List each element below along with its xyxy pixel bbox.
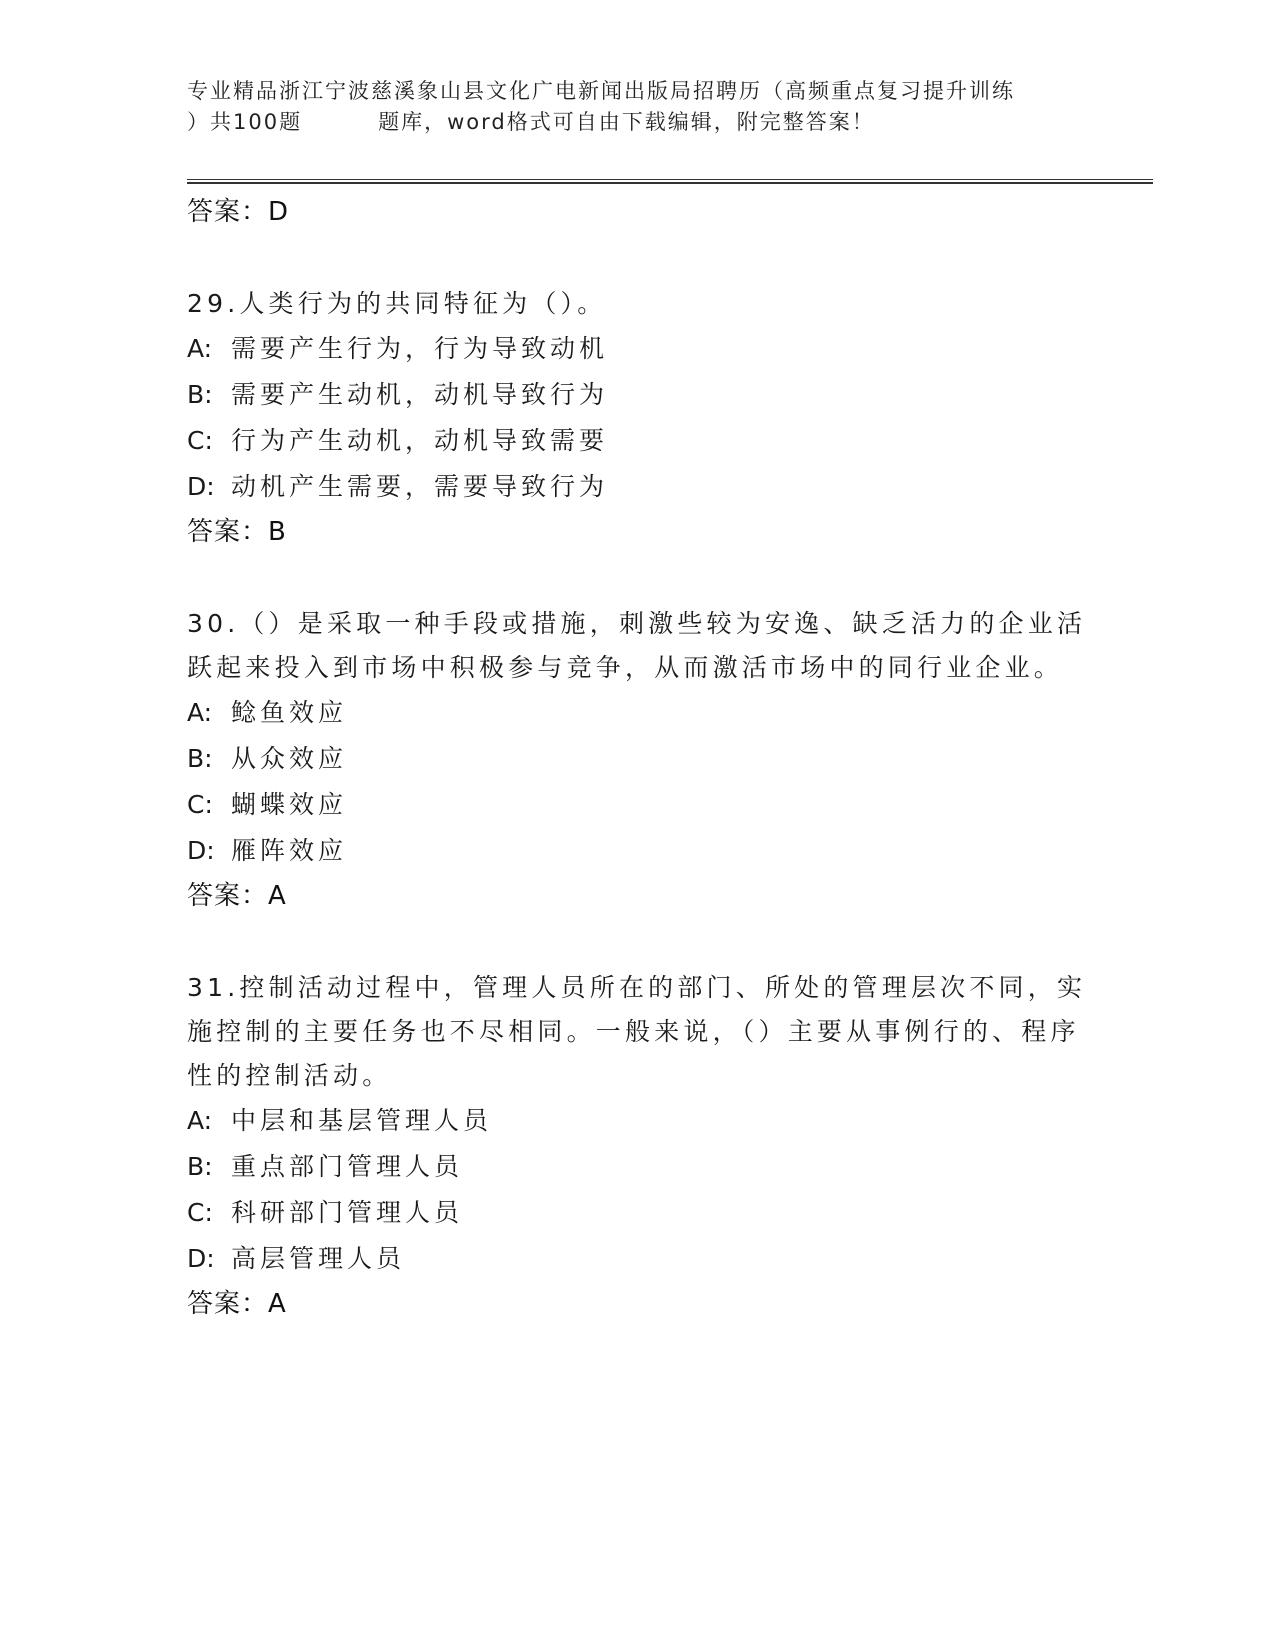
option-text: 蝴蝶效应: [231, 790, 348, 819]
option-key: B:: [187, 1152, 213, 1181]
question-answer: 答案：A: [187, 881, 287, 911]
option-key: B:: [187, 744, 213, 773]
question-29: [187, 282, 1087, 554]
option-d: [187, 828, 1087, 874]
option-text: 科研部门管理人员: [231, 1198, 464, 1227]
question-text: [187, 602, 1087, 690]
question-stem: 控制活动过程中，管理人员所在的部门、所处的管理层次不同，实施控制的主要任务也不尽相同。一般来说，（）主要从事例行的、程序性的控制活动。: [187, 973, 1087, 1090]
option-key: B:: [187, 380, 213, 409]
option-text: 高层管理人员: [231, 1244, 406, 1273]
question-stem: （）是采取一种手段或措施，刺激些较为安逸、缺乏活力的企业活跃起来投入到市场中积极参与竞争，从而激活市场中的同行业企业。: [187, 609, 1087, 682]
option-text: 行为产生动机，动机导致需要: [231, 426, 609, 455]
header-line-2-part-2: 题库，word格式可自由下载编辑，附完整答案！: [378, 110, 875, 134]
question-number: 31.: [187, 973, 240, 1002]
question-text: [187, 966, 1087, 1098]
option-c: [187, 782, 1087, 828]
header-divider-thin: [187, 179, 1153, 180]
option-text: 从众效应: [231, 744, 348, 773]
option-a: [187, 326, 1087, 372]
option-key: A:: [187, 334, 213, 363]
option-text: 中层和基层管理人员: [231, 1106, 493, 1135]
question-30: [187, 602, 1087, 918]
header-line-2-part-1: ）共100题: [187, 110, 303, 134]
option-key: A:: [187, 698, 213, 727]
option-key: C:: [187, 426, 213, 455]
option-key: D:: [187, 836, 215, 865]
option-c: [187, 418, 1087, 464]
option-b: [187, 372, 1087, 418]
option-text: 需要产生动机，动机导致行为: [231, 380, 609, 409]
option-text: 动机产生需要，需要导致行为: [231, 472, 609, 501]
option-a: [187, 690, 1087, 736]
option-text: 需要产生行为，行为导致动机: [231, 334, 609, 363]
option-key: C:: [187, 790, 213, 819]
option-b: [187, 1144, 1087, 1190]
question-31: [187, 966, 1087, 1326]
option-text: 重点部门管理人员: [231, 1152, 464, 1181]
option-key: D:: [187, 1244, 215, 1273]
option-b: [187, 736, 1087, 782]
question-answer: 答案：A: [187, 1289, 287, 1319]
header-line-2: [187, 107, 1087, 138]
question-answer: 答案：B: [187, 517, 287, 547]
previous-question-answer: 答案：D: [187, 197, 290, 227]
header-divider-thick: [187, 182, 1153, 184]
option-a: [187, 1098, 1087, 1144]
option-key: C:: [187, 1198, 213, 1227]
option-text: 鲶鱼效应: [231, 698, 348, 727]
option-d: [187, 1236, 1087, 1282]
question-number: 30.: [187, 609, 240, 638]
question-text: [187, 282, 1087, 326]
option-c: [187, 1190, 1087, 1236]
header-line-1: 专业精品浙江宁波慈溪象山县文化广电新闻出版局招聘历（高频重点复习提升训练: [187, 79, 1015, 103]
document-body: [187, 190, 1087, 1326]
option-text: 雁阵效应: [231, 836, 348, 865]
option-key: A:: [187, 1106, 213, 1135]
page-header: [187, 76, 1087, 138]
option-key: D:: [187, 472, 215, 501]
option-d: [187, 464, 1087, 510]
question-number: 29.: [187, 289, 240, 318]
question-stem: 人类行为的共同特征为（）。: [239, 289, 607, 318]
